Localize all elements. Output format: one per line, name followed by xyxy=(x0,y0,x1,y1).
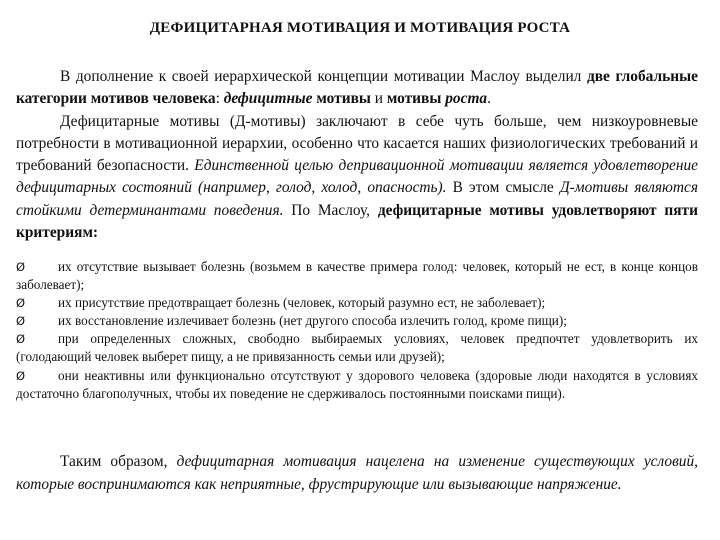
text-run: В дополнение к своей иерархической концепции мотивации Маслоу выделил xyxy=(60,68,587,85)
arrow-bullet-icon: Ø xyxy=(16,332,26,347)
list-item-text: их восстановление излечивает болезнь (нет другого способа излечить голод, кроме пищи); xyxy=(58,313,567,329)
arrow-bullet-icon: Ø xyxy=(16,260,26,274)
text-run: : xyxy=(215,90,224,108)
text-run: и xyxy=(370,90,387,108)
list-item xyxy=(16,294,698,312)
text-run: По Маслоу, xyxy=(283,201,378,219)
italic-run: Д-мотивы являются стойкими детерминантами поведения. xyxy=(16,179,698,219)
text-run: В этом смысле xyxy=(446,179,560,197)
list-item xyxy=(16,258,698,294)
summary-paragraph xyxy=(16,451,698,496)
criteria-list xyxy=(16,258,698,403)
italic-run: Единственной целью депривационной мотивации является удовлетворение дефицитарных состояний (например, голод, холод, опасность). xyxy=(16,157,699,197)
page-title: ДЕФИЦИТАРНАЯ МОТИВАЦИЯ И МОТИВАЦИЯ РОСТА xyxy=(149,20,571,36)
bold-italic-run: дефицитные xyxy=(223,90,313,108)
bold-run: мотивы xyxy=(312,90,371,108)
intro-paragraph-1 xyxy=(16,66,698,111)
arrow-bullet-icon: Ø xyxy=(16,296,26,311)
summary-section xyxy=(16,451,698,496)
bold-run: две глобальные категории мотивов человека xyxy=(16,68,698,108)
list-item-text: они неактивны или функционально отсутствуют у здорового человека (здоровые люди находятся в условиях достаточно благополучных, чтобы их поведение не сдерживалось постоянными поисками пищи). xyxy=(16,367,698,401)
bold-italic-run: роста xyxy=(445,90,488,108)
text-run: Таким образом, xyxy=(60,453,177,470)
list-item xyxy=(16,312,698,330)
italic-run: дефицитарная мотивация нацелена на изменение существующих условий, которые воспринимаются как неприятные, фрустрирующие или вызывающие напряжение. xyxy=(16,453,699,493)
list-item xyxy=(16,367,698,403)
intro-section xyxy=(16,66,698,244)
list-item xyxy=(16,330,698,366)
bold-run: дефицитарные мотивы удовлетворяют пяти критериям: xyxy=(16,201,698,242)
list-item-text: их присутствие предотвращает болезнь (человек, который разумно ест, не заболевает); xyxy=(58,295,546,311)
arrow-bullet-icon: Ø xyxy=(16,368,26,383)
bold-run: мотивы xyxy=(386,90,446,108)
list-item-text: их отсутствие вызывает болезнь (возьмем в качестве примера голод: человек, который не ест, в конце концов заболевает); xyxy=(16,259,698,293)
text-run: . xyxy=(487,90,491,108)
intro-paragraph-2 xyxy=(16,111,698,245)
list-item-text: при определенных сложных, свободно выбираемых условиях, человек предпочтет удовлетворить их (голодающий человек выберет пищу, а не привязанность семьи или друзей); xyxy=(16,331,698,365)
arrow-bullet-icon: Ø xyxy=(16,314,26,329)
text-run: Дефицитарные мотивы (Д-мотивы) заключают в себе чуть больше, чем низкоуровневые потребности в мотивационной иерархии, особенно что касается наших физиологических требований и требований безопасности. xyxy=(16,112,698,175)
